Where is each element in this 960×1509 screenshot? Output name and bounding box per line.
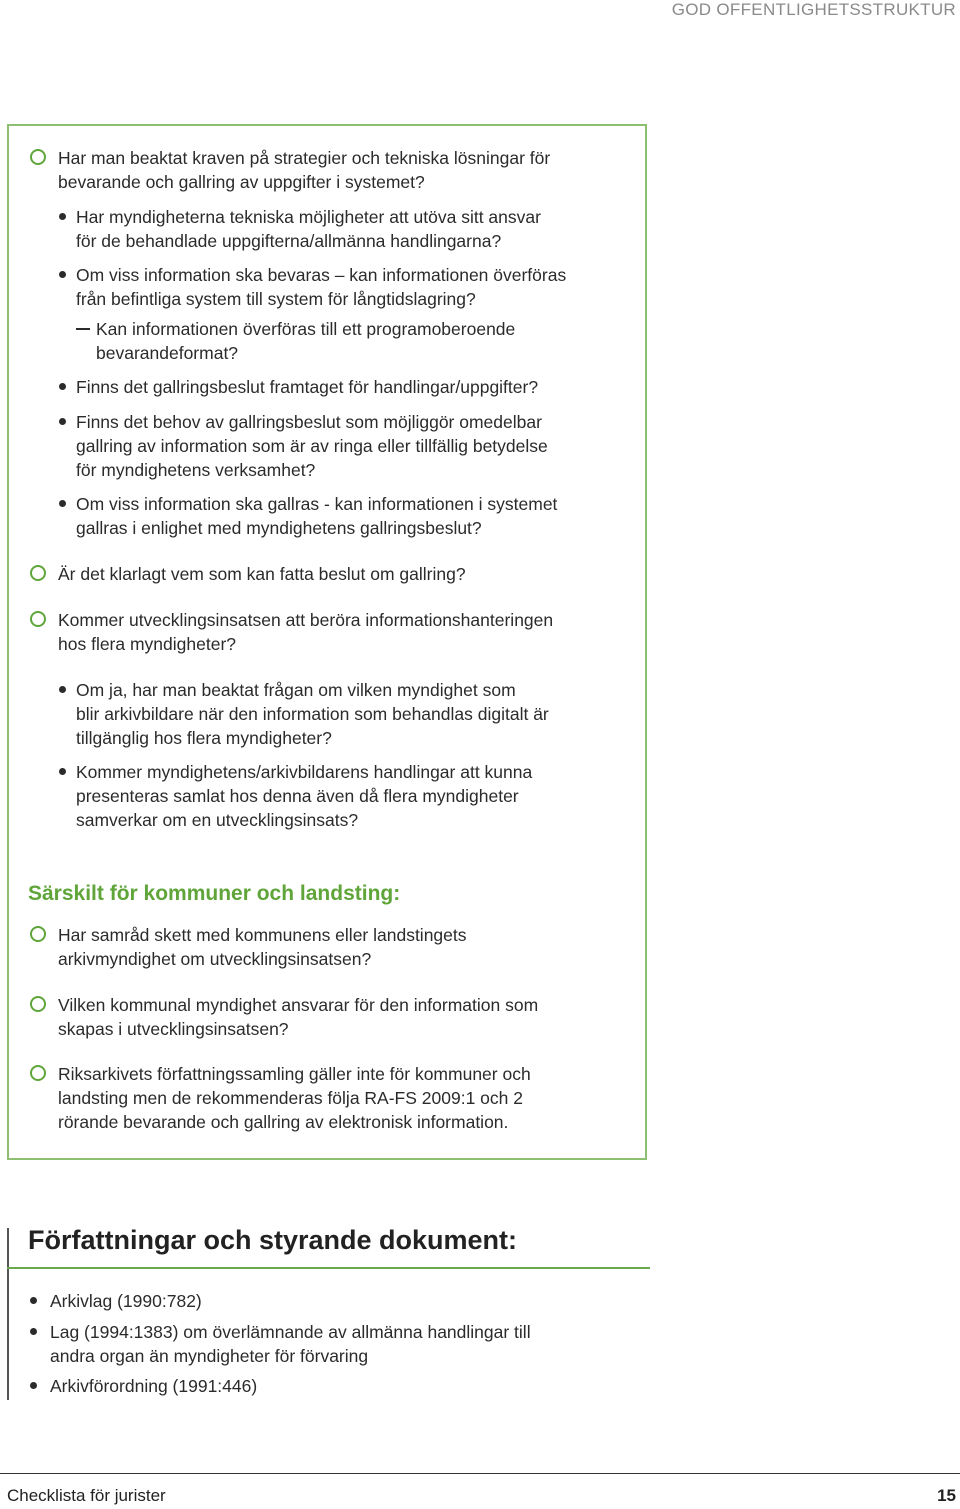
checkbox-circle-icon[interactable]	[30, 926, 46, 942]
question: Är det klarlagt vem som kan fatta beslut om gallring?	[58, 564, 466, 584]
bullet-icon	[59, 271, 66, 278]
sub-question: Om viss information ska bevaras – kan informationen överföras från befintliga system till system för långtidslagring?	[76, 265, 567, 309]
sub-question: Har myndigheterna tekniska möjligheter att utöva sitt ansvar för de behandlade uppgifterna/allmänna handlingarna?	[76, 207, 541, 251]
regulation-item: Lag (1994:1383) om överlämnande av allmänna handlingar till andra organ än myndigheter för förvaring	[50, 1322, 531, 1366]
footer-rule	[0, 1473, 960, 1474]
bullet-icon	[59, 500, 66, 507]
sub-question: Finns det gallringsbeslut framtaget för handlingar/uppgifter?	[76, 377, 539, 397]
page-number: 15	[937, 1486, 956, 1505]
question: Vilken kommunal myndighet ansvarar för den information som skapas i utvecklingsinsatsen?	[58, 995, 539, 1039]
checkbox-circle-icon[interactable]	[30, 996, 46, 1012]
question: Har samråd skett med kommunens eller landstingets arkivmyndighet om utvecklingsinsatsen?	[58, 925, 467, 969]
running-header: GOD OFFENTLIGHETSSTRUKTUR	[671, 0, 956, 19]
sub-sub-question: Kan informationen överföras till ett programoberoende bevarandeformat?	[96, 319, 516, 363]
sub-question: Finns det behov av gallringsbeslut som möjliggör omedelbar gallring av information som är av ringa eller tillfällig betydelse för myndighetens verksamhet?	[76, 412, 548, 480]
bullet-icon	[59, 383, 66, 390]
checkbox-circle-icon[interactable]	[30, 565, 46, 581]
page-section-title: Författningar och styrande dokument:	[28, 1225, 518, 1255]
bullet-icon	[59, 768, 66, 775]
footer-title: Checklista för jurister	[7, 1486, 166, 1505]
sub-question: Kommer myndighetens/arkivbildarens handlingar att kunna presenteras samlat hos denna även då flera myndigheter samverkar om en utvecklingsinsats?	[76, 762, 533, 830]
regulation-item: Arkivförordning (1991:446)	[50, 1376, 258, 1396]
bullet-icon	[59, 418, 66, 425]
sub-question: Om viss information ska gallras - kan informationen i systemet gallras i enlighet med myndighetens gallringsbeslut?	[76, 494, 558, 538]
section-rule-horizontal	[7, 1267, 650, 1269]
sub-question: Om ja, har man beaktat frågan om vilken myndighet som blir arkivbildare när den information som behandlas digitalt är tillgänglig hos flera myndigheter?	[76, 680, 549, 748]
checkbox-circle-icon[interactable]	[30, 149, 46, 165]
section-heading: Särskilt för kommuner och landsting:	[28, 882, 401, 905]
regulation-item: Arkivlag (1990:782)	[50, 1291, 202, 1311]
checkbox-circle-icon[interactable]	[30, 611, 46, 627]
section-rule-vertical	[7, 1228, 9, 1400]
question: Har man beaktat kraven på strategier och tekniska lösningar för bevarande och gallring av uppgifter i systemet?	[58, 148, 551, 192]
dash-icon	[76, 328, 90, 330]
bullet-icon	[59, 213, 66, 220]
question: Kommer utvecklingsinsatsen att beröra informationshanteringen hos flera myndigheter?	[58, 610, 554, 654]
bullet-icon	[30, 1328, 37, 1335]
bullet-icon	[30, 1382, 37, 1389]
bullet-icon	[30, 1297, 37, 1304]
question: Riksarkivets författningssamling gäller inte för kommuner och landsting men de rekommenderas följa RA-FS 2009:1 och 2 rörande bevarande och gallring av elektronisk information.	[58, 1064, 531, 1132]
checkbox-circle-icon[interactable]	[30, 1065, 46, 1081]
bullet-icon	[59, 686, 66, 693]
